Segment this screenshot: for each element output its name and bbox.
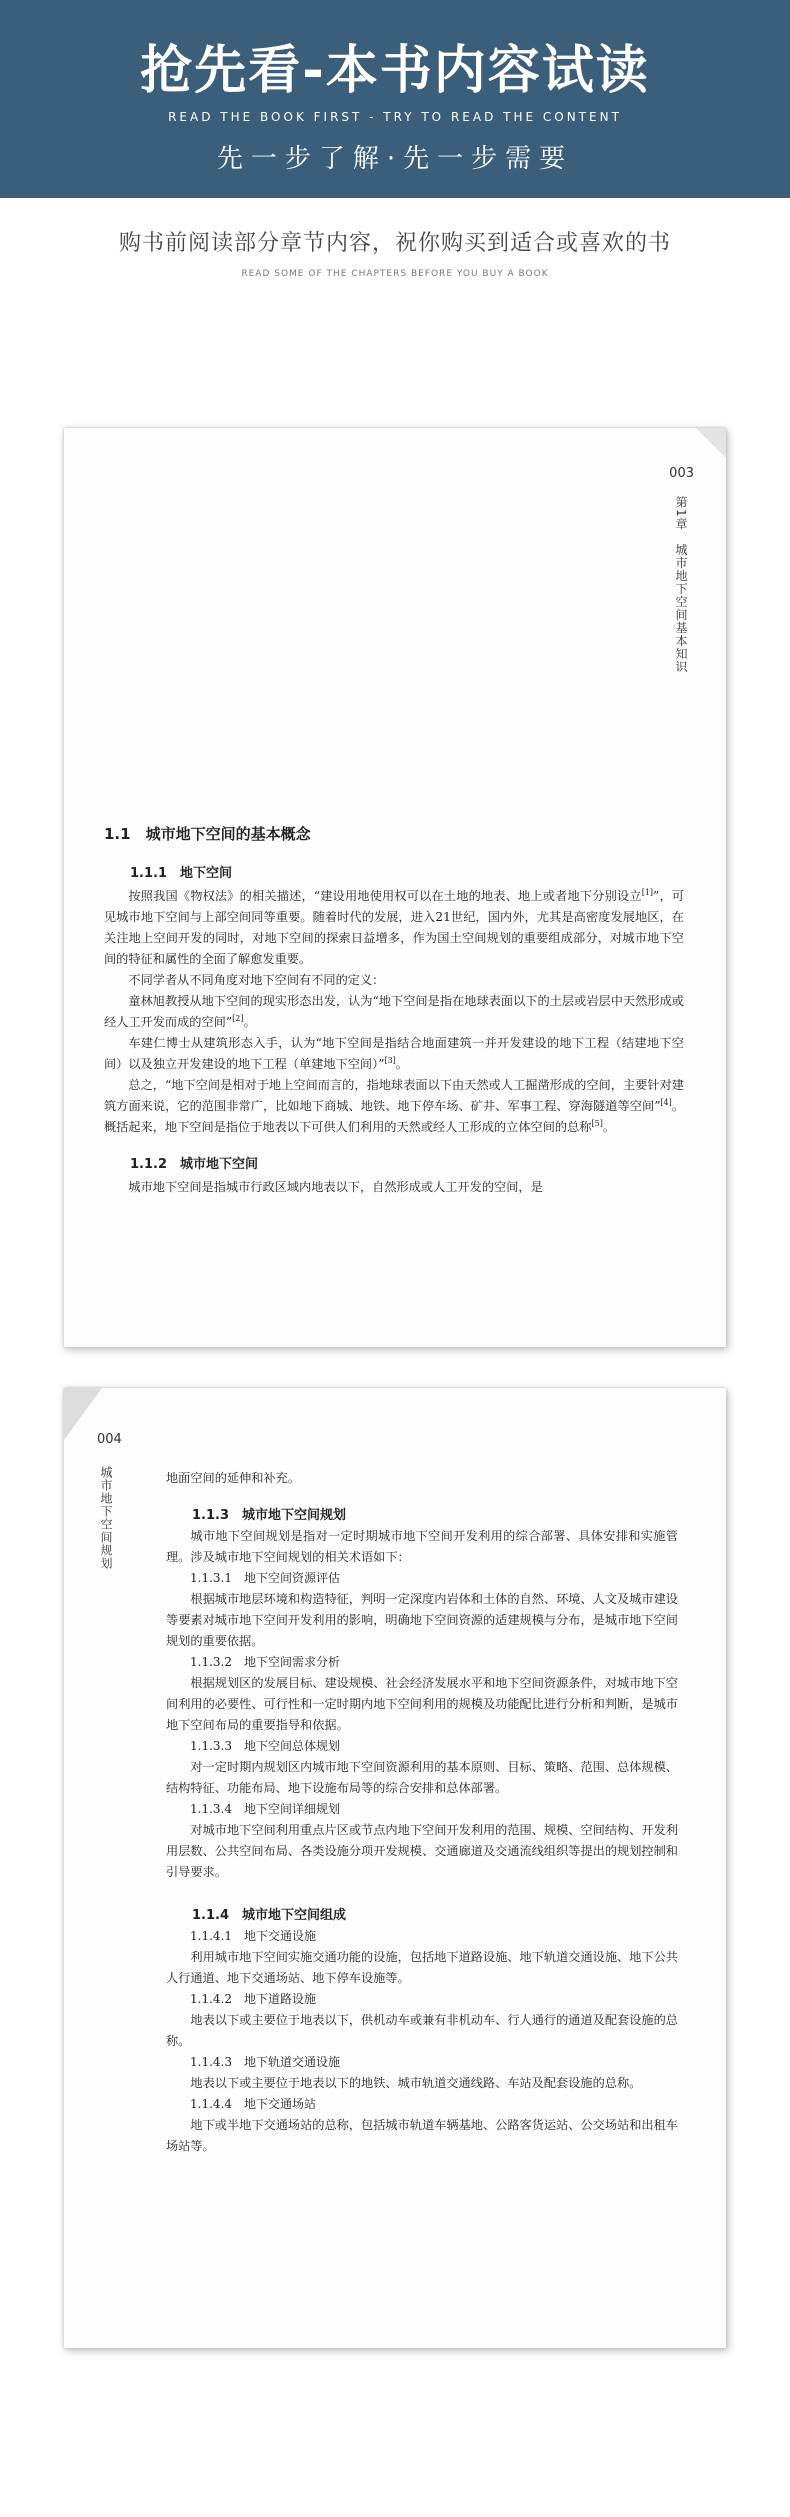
term-heading: 1.1.3.4 地下空间详细规划 (190, 1802, 340, 1816)
paragraph: 总之，“地下空间是相对于地上空间而言的，指地球表面以下由天然或人工掘凿形成的空间，主要针对建筑方面来说，它的范围非常广，比如地下商城、地铁、地下停车场、矿井、军事工程、穿海隧道等空间”[4]。概括起来，地下空间是指位于地表以下可供人们利用的天然或经人工形成的立体空间的总称[5]。 (104, 1078, 685, 1134)
term-heading: 1.1.4.4 地下交通场站 (190, 2097, 316, 2111)
paragraph: 城市地下空间规划是指对一定时期城市地下空间开发利用的综合部署、具体安排和实施管理。涉及城市地下空间规划的相关术语如下： (166, 1529, 678, 1564)
banner-subtitle-en: READ THE BOOK FIRST - TRY TO READ THE CONTENT (168, 110, 622, 124)
term-heading: 1.1.4.3 地下轨道交通设施 (190, 2055, 340, 2069)
paragraph: 根据城市地层环境和构造特征，判明一定深度内岩体和土体的自然、环境、人文及城市建设等要素对城市地下空间开发利用的影响，明确地下空间资源的适建规模与分布，是城市地下空间规划的重要依据。 (166, 1592, 678, 1648)
banner-slogan: 先一步了解·先一步需要 (216, 144, 574, 174)
paragraph: 城市地下空间是指城市行政区域内地表以下，自然形成或人工开发的空间，是 (128, 1180, 543, 1194)
term-heading: 1.1.3.3 地下空间总体规划 (190, 1739, 340, 1753)
paragraph: 童林旭教授从地下空间的现实形态出发，认为“地下空间是指在地球表面以下的土层或岩层中天然形成或经人工开发而成的空间”[2]。 (104, 994, 684, 1029)
paragraph: 车建仁博士从建筑形态入手，认为“地下空间是指结合地面建筑一并开发建设的地下工程（结建地下空间）以及独立开发建设的地下工程（单建地下空间）”[3]。 (104, 1036, 684, 1071)
page-corner (696, 428, 726, 458)
paragraph: 地表以下或主要位于地表以下，供机动车或兼有非机动车、行人通行的通道及配套设施的总称。 (166, 2013, 678, 2048)
book-page-003 (64, 428, 726, 1347)
subsection-heading: 1.1.3 城市地下空间规划 (192, 1508, 347, 1523)
page2-content (166, 1468, 678, 2157)
paragraph: 根据规划区的发展目标、建设规模、社会经济发展水平和地下空间资源条件，对城市地下空间利用的必要性、可行性和一定时期内地下空间利用的规模及功能配比进行分析和判断，是城市地下空间布局的重要指导和依据。 (166, 1676, 678, 1732)
running-head: 第1章 城市地下空间基本知识 (674, 496, 688, 674)
running-head: 城市地下空间规划 (99, 1466, 113, 1570)
paragraph: 地表以下或主要位于地表以下的地铁、城市轨道交通线路、车站及配套设施的总称。 (190, 2076, 642, 2090)
paragraph: 地下或半地下交通场站的总称，包括城市轨道车辆基地、公路客货运站、公交场站和出租车场站等。 (166, 2118, 678, 2153)
subsection-heading: 1.1.2 城市地下空间 (130, 1157, 259, 1172)
intro-text: 购书前阅读部分章节内容，祝你购买到适合或喜欢的书 (118, 231, 671, 256)
term-heading: 1.1.4.1 地下交通设施 (190, 1929, 316, 1943)
subsection-heading: 1.1.1 地下空间 (130, 866, 233, 881)
paragraph: 对一定时期内规划区内城市地下空间资源利用的基本原则、目标、策略、范围、总体规模、结构特征、功能布局、地下设施布局等的综合安排和总体部署。 (166, 1760, 678, 1795)
paragraph: 不同学者从不同角度对地下空间有不同的定义： (128, 973, 385, 987)
section-heading: 1.1 城市地下空间的基本概念 (104, 825, 311, 843)
header-banner (0, 0, 790, 198)
page-number: 003 (669, 466, 694, 481)
book-page-004 (64, 1388, 726, 2348)
paragraph: 对城市地下空间利用重点片区或节点内地下空间开发利用的范围、规模、空间结构、开发利用层数、公共空间布局、各类设施分项开发规模、交通廊道及交通流线组织等提出的规划控制和引导要求。 (166, 1823, 678, 1879)
paragraph: 利用城市地下空间实施交通功能的设施，包括地下道路设施、地下轨道交通设施、地下公共人行通道、地下交通场站、地下停车设施等。 (166, 1950, 678, 1985)
page-number: 004 (97, 1432, 122, 1447)
term-heading: 1.1.3.2 地下空间需求分析 (190, 1655, 340, 1669)
term-heading: 1.1.4.2 地下道路设施 (190, 1992, 316, 2006)
intro-text-en: READ SOME OF THE CHAPTERS BEFORE YOU BUY A BOOK (241, 269, 549, 279)
paragraph: 按照我国《物权法》的相关描述，“建设用地使用权可以在土地的地表、地上或者地下分别设立[1]”，可见城市地下空间与上部空间同等重要。随着时代的发展，进入21世纪，国内外，尤其是高密度发展地区，在关注地上空间开发的同时，对地下空间的探索日益增多，作为国土空间规划的重要组成部分，对城市地下空间的特征和属性的全面了解愈发重要。 (104, 887, 685, 966)
banner-title: 抢先看-本书内容试读 (140, 41, 650, 101)
term-heading: 1.1.3.1 地下空间资源评估 (190, 1571, 340, 1585)
page1-content (104, 824, 684, 1198)
paragraph: 地面空间的延伸和补充。 (166, 1471, 301, 1485)
subsection-heading: 1.1.4 城市地下空间组成 (192, 1908, 347, 1923)
